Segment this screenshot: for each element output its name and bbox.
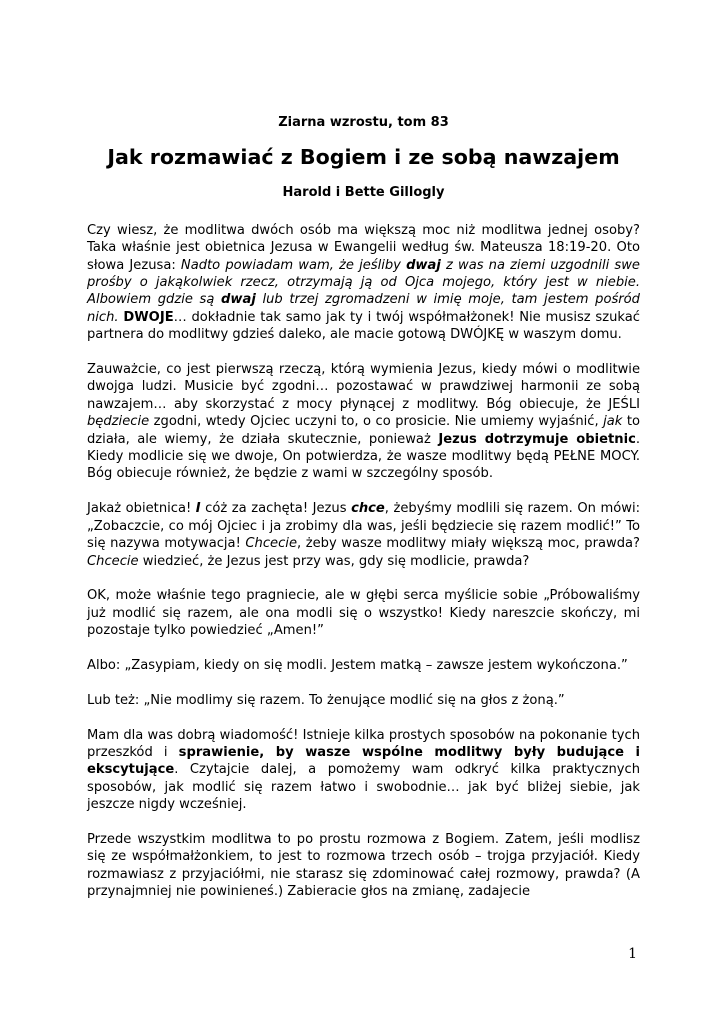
text-run: będziecie bbox=[87, 414, 150, 430]
text-run: lub trzej zgromadzeni w imię moje, tam jestem pośród nich. bbox=[87, 292, 640, 325]
text-run: , żeby wasze modlitwy miały większą moc, prawda? bbox=[297, 536, 640, 552]
text-run: Przede wszystkim modlitwa to po prostu rozmowa z Bogiem. Zatem, jeśli modlisz się ze współmałżonkiem, to jest to rozmowa trzech osób – trojga przyjaciół. Kiedy rozmawiasz z przyjaciółmi, nie starasz się zdominować całej rozmowy, prawda? (A przynajmniej nie powinieneś.) Zabieracie głos na zmianę, zadajecie bbox=[87, 831, 640, 900]
text-run: Mam dla was dobrą wiadomość! Istnieje kilka prostych sposobów na pokonanie tych przeszkód i bbox=[87, 727, 640, 760]
text-run: cóż za zachęta! Jezus bbox=[200, 501, 352, 517]
authors: Harold i Bette Gillogly bbox=[282, 185, 445, 201]
series-title: Ziarna wzrostu, tom 83 bbox=[278, 115, 449, 130]
text-run: dwaj bbox=[221, 292, 256, 308]
text-run: jak bbox=[603, 414, 623, 430]
text-run: sprawienie, by wasze wspólne modlitwy były budujące i ekscytujące bbox=[87, 744, 641, 778]
paragraph bbox=[87, 831, 640, 901]
text-run: Nadto powiadam wam, że jeśliby bbox=[180, 257, 407, 273]
text-run: DWOJE bbox=[123, 309, 174, 325]
page-number: 1 bbox=[628, 946, 637, 962]
text-run: Zauważcie, co jest pierwszą rzeczą, którą wymienia Jezus, kiedy mówi o modlitwie dwojga ludzi. Musicie być zgodni… pozostawać w prawdziwej harmonii ze sobą nawzajem… aby skorzystać z mocy płynącej z modlitwy. Bóg obiecuje, że JEŚLI bbox=[87, 362, 640, 412]
text-run: . Czytajcie dalej, a pomożemy wam odkryć kilka praktycznych sposobów, jak modlić się razem łatwo i swobodnie… jak być bliżej siebie, jak jeszcze nigdy wcześniej. bbox=[87, 762, 640, 813]
paragraph bbox=[87, 361, 640, 483]
text-run: Albo: „Zasypiam, kiedy on się modli. Jestem matką – zawsze jestem wykończona.” bbox=[87, 657, 628, 673]
text-run: Czy wiesz, że modlitwa dwóch osób ma większą moc niż modlitwa jednej osoby? Taka właśnie jest obietnica Jezusa w Ewangelii według św. Mateusza 18:19-20. Oto słowa Jezusa: bbox=[87, 222, 640, 273]
paragraph bbox=[87, 692, 640, 709]
text-run: Chcecie bbox=[87, 553, 139, 569]
text-run: to działa, ale wiemy, że działa skutecznie, ponieważ bbox=[87, 414, 640, 447]
text-run: chce bbox=[351, 501, 385, 517]
paragraph bbox=[87, 222, 640, 344]
document-page bbox=[87, 114, 640, 918]
page-title: Jak rozmawiać z Bogiem i ze sobą nawzajem bbox=[107, 145, 620, 170]
text-run: OK, może właśnie tego pragniecie, ale w głębi serca myślicie sobie „Próbowaliśmy już modlić się razem, ale ona modli się o wszystko! Kiedy nareszcie skończy, mi pozostaje tylko powiedzieć „Amen!” bbox=[87, 588, 640, 639]
text-run: wiedzieć, że Jezus jest przy was, gdy się modlicie, prawda? bbox=[138, 553, 530, 569]
text-run: Lub też: „Nie modlimy się razem. To żenujące modlić się na głos z żoną.” bbox=[87, 692, 565, 708]
text-run: dwaj bbox=[406, 257, 441, 273]
paragraph bbox=[87, 727, 640, 814]
text-run: , żebyśmy modlili się razem. On mówi: „Zobaczcie, co mój Ojciec i ja zrobimy dla was, jeśli będziecie się razem modlić!” To się nazywa motywacja! bbox=[87, 501, 640, 552]
text-run: z was na ziemi uzgodnili swe prośby o jakąkolwiek rzecz, otrzymają ją od Ojca mojego, który jest w niebie. Albowiem gdzie są bbox=[87, 257, 640, 308]
text-run: Jezus dotrzymuje obietnic bbox=[438, 431, 636, 447]
text-run: . Kiedy modlicie się we dwoje, On potwierdza, że wasze modlitwy będą PEŁNE MOCY. Bóg obiecuje również, że będzie z wami w szczególny sposób. bbox=[87, 431, 640, 482]
text-run: Jakaż obietnica! bbox=[87, 501, 196, 517]
text-run: … dokładnie tak samo jak ty i twój współmałżonek! Nie musisz szukać partnera do modlitwy gdzieś daleko, ale macie gotową DWÓJKĘ w waszym domu. bbox=[87, 309, 640, 343]
text-run: zgodni, wtedy Ojciec uczyni to, o co prosicie. Nie umiemy wyjaśnić, bbox=[149, 414, 604, 430]
paragraph bbox=[87, 500, 640, 570]
paragraph bbox=[87, 587, 640, 639]
text-run: I bbox=[195, 501, 201, 517]
paragraph bbox=[87, 657, 640, 674]
text-run: Chcecie bbox=[245, 536, 297, 552]
